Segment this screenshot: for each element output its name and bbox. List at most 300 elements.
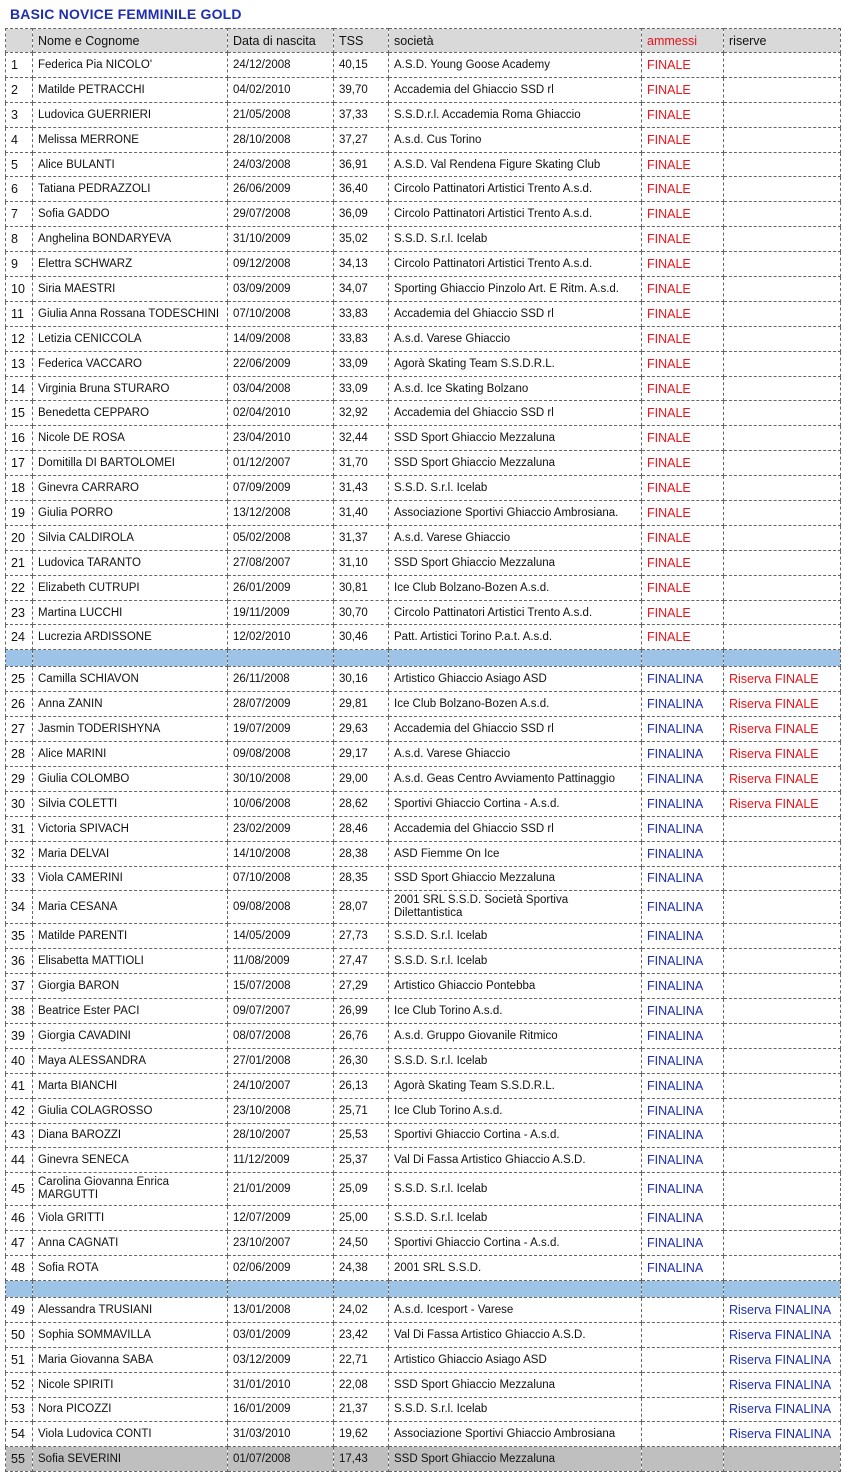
name-cell: Jasmin TODERISHYNA xyxy=(33,717,228,742)
birthdate-cell: 08/07/2008 xyxy=(228,1023,334,1048)
birthdate-cell: 19/07/2009 xyxy=(228,717,334,742)
tss-cell: 26,99 xyxy=(334,999,389,1024)
reserve-cell: Riserva FINALINA xyxy=(724,1347,841,1372)
admitted-cell: FINALE xyxy=(642,152,724,177)
club-cell: Sportivi Ghiaccio Cortina - A.s.d. xyxy=(389,1123,642,1148)
rank-cell: 6 xyxy=(6,177,33,202)
tss-cell: 24,38 xyxy=(334,1256,389,1281)
name-cell: Benedetta CEPPARO xyxy=(33,401,228,426)
tss-cell: 31,70 xyxy=(334,451,389,476)
admitted-cell: FINALINA xyxy=(642,1148,724,1173)
table-row xyxy=(6,717,841,742)
club-cell: Circolo Pattinatori Artistici Trento A.s.d. xyxy=(389,177,642,202)
admitted-cell: FINALE xyxy=(642,102,724,127)
reserve-cell: Riserva FINALINA xyxy=(724,1397,841,1422)
tss-cell: 34,13 xyxy=(334,252,389,277)
reserve-cell xyxy=(724,451,841,476)
birthdate-cell: 24/10/2007 xyxy=(228,1073,334,1098)
table-row xyxy=(6,949,841,974)
reserve-cell xyxy=(724,816,841,841)
rank-cell: 13 xyxy=(6,351,33,376)
rank-cell: 7 xyxy=(6,202,33,227)
birthdate-cell: 23/04/2010 xyxy=(228,426,334,451)
reserve-cell xyxy=(724,77,841,102)
table-row xyxy=(6,202,841,227)
admitted-cell: FINALE xyxy=(642,501,724,526)
club-cell: 2001 SRL S.S.D. xyxy=(389,1256,642,1281)
birthdate-cell: 07/09/2009 xyxy=(228,476,334,501)
tss-cell: 22,08 xyxy=(334,1372,389,1397)
table-row xyxy=(6,1098,841,1123)
birthdate-cell: 01/12/2007 xyxy=(228,451,334,476)
tss-cell: 25,00 xyxy=(334,1206,389,1231)
reserve-cell: Riserva FINALINA xyxy=(724,1372,841,1397)
tss-cell: 19,62 xyxy=(334,1422,389,1447)
tss-cell: 36,09 xyxy=(334,202,389,227)
rank-cell: 54 xyxy=(6,1422,33,1447)
reserve-cell xyxy=(724,1231,841,1256)
name-cell: Viola CAMERINI xyxy=(33,866,228,891)
name-cell: Giorgia CAVADINI xyxy=(33,1023,228,1048)
table-row xyxy=(6,277,841,302)
reserve-cell: Riserva FINALE xyxy=(724,742,841,767)
table-row xyxy=(6,326,841,351)
reserve-cell xyxy=(724,376,841,401)
name-cell: Lucrezia ARDISSONE xyxy=(33,625,228,650)
club-cell: S.S.D. S.r.l. Icelab xyxy=(389,1048,642,1073)
tss-cell: 29,00 xyxy=(334,766,389,791)
club-cell: A.s.d. Ice Skating Bolzano xyxy=(389,376,642,401)
table-row xyxy=(6,525,841,550)
reserve-cell xyxy=(724,301,841,326)
birthdate-cell: 14/09/2008 xyxy=(228,326,334,351)
club-cell: Circolo Pattinatori Artistici Trento A.s.d. xyxy=(389,600,642,625)
table-row xyxy=(6,1123,841,1148)
name-cell: Giulia Anna Rossana TODESCHINI xyxy=(33,301,228,326)
tss-cell: 29,63 xyxy=(334,717,389,742)
admitted-cell: FINALE xyxy=(642,525,724,550)
admitted-cell: FINALE xyxy=(642,277,724,302)
tss-cell: 29,81 xyxy=(334,692,389,717)
rank-cell: 9 xyxy=(6,252,33,277)
birthdate-cell: 16/01/2009 xyxy=(228,1397,334,1422)
birthdate-cell: 21/01/2009 xyxy=(228,1173,334,1206)
rank-cell: 3 xyxy=(6,102,33,127)
rank-cell: 14 xyxy=(6,376,33,401)
rank-cell: 43 xyxy=(6,1123,33,1148)
separator-cell xyxy=(334,650,389,667)
name-cell: Viola GRITTI xyxy=(33,1206,228,1231)
reserve-cell: Riserva FINALE xyxy=(724,692,841,717)
table-row xyxy=(6,1397,841,1422)
table-row xyxy=(6,227,841,252)
tss-cell: 40,15 xyxy=(334,53,389,78)
tss-cell: 31,43 xyxy=(334,476,389,501)
tss-cell: 33,83 xyxy=(334,301,389,326)
reserve-cell: Riserva FINALE xyxy=(724,791,841,816)
birthdate-cell: 07/10/2008 xyxy=(228,301,334,326)
birthdate-cell: 12/02/2010 xyxy=(228,625,334,650)
table-row xyxy=(6,600,841,625)
birthdate-cell: 09/08/2008 xyxy=(228,742,334,767)
club-cell: Ice Club Torino A.s.d. xyxy=(389,999,642,1024)
reserve-cell xyxy=(724,476,841,501)
birthdate-cell: 03/04/2008 xyxy=(228,376,334,401)
birthdate-cell: 26/01/2009 xyxy=(228,575,334,600)
name-cell: Tatiana PEDRAZZOLI xyxy=(33,177,228,202)
name-cell: Siria MAESTRI xyxy=(33,277,228,302)
admitted-cell: FINALE xyxy=(642,476,724,501)
club-cell: Associazione Sportivi Ghiaccio Ambrosiana xyxy=(389,1422,642,1447)
rank-cell: 45 xyxy=(6,1173,33,1206)
club-cell: SSD Sport Ghiaccio Mezzaluna xyxy=(389,1372,642,1397)
reserve-cell xyxy=(724,974,841,999)
name-cell: Elisabetta MATTIOLI xyxy=(33,949,228,974)
page-title: BASIC NOVICE FEMMINILE GOLD xyxy=(10,6,242,22)
rank-cell: 22 xyxy=(6,575,33,600)
tss-cell: 25,71 xyxy=(334,1098,389,1123)
name-cell: Domitilla DI BARTOLOMEI xyxy=(33,451,228,476)
admitted-cell xyxy=(642,1447,724,1472)
birthdate-cell: 28/10/2007 xyxy=(228,1123,334,1148)
reserve-cell xyxy=(724,1256,841,1281)
table-row xyxy=(6,1256,841,1281)
name-cell: Giorgia BARON xyxy=(33,974,228,999)
rank-cell: 18 xyxy=(6,476,33,501)
admitted-cell: FINALINA xyxy=(642,742,724,767)
admitted-cell: FINALINA xyxy=(642,866,724,891)
name-cell: Melissa MERRONE xyxy=(33,127,228,152)
name-cell: Viola Ludovica CONTI xyxy=(33,1422,228,1447)
rank-cell: 11 xyxy=(6,301,33,326)
birthdate-cell: 14/05/2009 xyxy=(228,924,334,949)
table-row xyxy=(6,924,841,949)
rank-cell: 27 xyxy=(6,717,33,742)
tss-cell: 29,17 xyxy=(334,742,389,767)
name-cell: Virginia Bruna STURARO xyxy=(33,376,228,401)
club-cell: S.S.D.r.l. Accademia Roma Ghiaccio xyxy=(389,102,642,127)
name-cell: Federica Pia NICOLO' xyxy=(33,53,228,78)
rank-cell: 50 xyxy=(6,1322,33,1347)
name-cell: Giulia COLAGROSSO xyxy=(33,1098,228,1123)
birthdate-cell: 21/05/2008 xyxy=(228,102,334,127)
birthdate-cell: 07/10/2008 xyxy=(228,866,334,891)
name-cell: Sofia GADDO xyxy=(33,202,228,227)
club-cell: Artistico Ghiaccio Asiago ASD xyxy=(389,1347,642,1372)
table-row xyxy=(6,351,841,376)
tss-cell: 21,37 xyxy=(334,1397,389,1422)
name-cell: Alessandra TRUSIANI xyxy=(33,1297,228,1322)
rank-cell: 49 xyxy=(6,1297,33,1322)
name-cell: Camilla SCHIAVON xyxy=(33,667,228,692)
club-cell: Val Di Fassa Artistico Ghiaccio A.S.D. xyxy=(389,1148,642,1173)
tss-cell: 27,47 xyxy=(334,949,389,974)
table-row xyxy=(6,426,841,451)
rank-cell: 42 xyxy=(6,1098,33,1123)
club-cell: S.S.D. S.r.l. Icelab xyxy=(389,949,642,974)
reserve-cell xyxy=(724,1023,841,1048)
rank-cell: 55 xyxy=(6,1447,33,1472)
table-row xyxy=(6,1231,841,1256)
club-cell: S.S.D. S.r.l. Icelab xyxy=(389,924,642,949)
birthdate-cell: 12/07/2009 xyxy=(228,1206,334,1231)
rank-cell: 21 xyxy=(6,550,33,575)
birthdate-cell: 23/10/2007 xyxy=(228,1231,334,1256)
birthdate-cell: 03/12/2009 xyxy=(228,1347,334,1372)
table-row xyxy=(6,177,841,202)
section-separator xyxy=(6,1280,841,1297)
reserve-cell xyxy=(724,550,841,575)
name-cell: Sofia ROTA xyxy=(33,1256,228,1281)
separator-cell xyxy=(724,650,841,667)
table-row xyxy=(6,1206,841,1231)
birthdate-cell: 15/07/2008 xyxy=(228,974,334,999)
rank-cell: 2 xyxy=(6,77,33,102)
name-cell: Federica VACCARO xyxy=(33,351,228,376)
admitted-cell: FINALE xyxy=(642,177,724,202)
rank-cell: 41 xyxy=(6,1073,33,1098)
admitted-cell: FINALINA xyxy=(642,891,724,924)
table-row xyxy=(6,501,841,526)
reserve-cell: Riserva FINALINA xyxy=(724,1297,841,1322)
reserve-cell: Riserva FINALE xyxy=(724,717,841,742)
reserve-cell xyxy=(724,949,841,974)
club-cell: A.s.d. Geas Centro Avviamento Pattinaggio xyxy=(389,766,642,791)
admitted-cell: FINALE xyxy=(642,127,724,152)
admitted-cell: FINALINA xyxy=(642,1206,724,1231)
separator-cell xyxy=(642,650,724,667)
admitted-cell: FINALE xyxy=(642,426,724,451)
table-row xyxy=(6,891,841,924)
club-cell: Associazione Sportivi Ghiaccio Ambrosiana. xyxy=(389,501,642,526)
reserve-cell xyxy=(724,1123,841,1148)
name-cell: Matilde PETRACCHI xyxy=(33,77,228,102)
birthdate-cell: 31/03/2010 xyxy=(228,1422,334,1447)
admitted-cell: FINALINA xyxy=(642,1048,724,1073)
tss-cell: 30,16 xyxy=(334,667,389,692)
admitted-cell: FINALE xyxy=(642,351,724,376)
table-row xyxy=(6,866,841,891)
name-cell: Sophia SOMMAVILLA xyxy=(33,1322,228,1347)
rank-cell: 35 xyxy=(6,924,33,949)
rank-cell: 28 xyxy=(6,742,33,767)
name-cell: Anghelina BONDARYEVA xyxy=(33,227,228,252)
rank-cell: 36 xyxy=(6,949,33,974)
name-cell: Maria DELVAI xyxy=(33,841,228,866)
club-cell: Accademia del Ghiaccio SSD rl xyxy=(389,717,642,742)
name-cell: Giulia COLOMBO xyxy=(33,766,228,791)
admitted-cell: FINALE xyxy=(642,550,724,575)
club-cell: A.s.d. Icesport - Varese xyxy=(389,1297,642,1322)
admitted-cell: FINALE xyxy=(642,451,724,476)
reserve-cell: Riserva FINALE xyxy=(724,667,841,692)
tss-cell: 37,27 xyxy=(334,127,389,152)
admitted-cell: FINALE xyxy=(642,301,724,326)
club-cell: Artistico Ghiaccio Asiago ASD xyxy=(389,667,642,692)
club-cell: S.S.D. S.r.l. Icelab xyxy=(389,1206,642,1231)
birthdate-cell: 04/02/2010 xyxy=(228,77,334,102)
table-row xyxy=(6,77,841,102)
tss-cell: 25,53 xyxy=(334,1123,389,1148)
name-cell: Maria CESANA xyxy=(33,891,228,924)
tss-cell: 30,46 xyxy=(334,625,389,650)
club-cell: S.S.D. S.r.l. Icelab xyxy=(389,476,642,501)
rank-cell: 20 xyxy=(6,525,33,550)
rank-cell: 1 xyxy=(6,53,33,78)
name-cell: Alice BULANTI xyxy=(33,152,228,177)
name-cell: Diana BAROZZI xyxy=(33,1123,228,1148)
reserve-cell xyxy=(724,1173,841,1206)
reserve-cell xyxy=(724,351,841,376)
table-row xyxy=(6,1322,841,1347)
reserve-cell xyxy=(724,252,841,277)
club-cell: SSD Sport Ghiaccio Mezzaluna xyxy=(389,451,642,476)
rank-cell: 33 xyxy=(6,866,33,891)
name-cell: Nicole SPIRITI xyxy=(33,1372,228,1397)
club-cell: Sporting Ghiaccio Pinzolo Art. E Ritm. A.s.d. xyxy=(389,277,642,302)
header-row xyxy=(6,29,841,53)
tss-cell: 31,37 xyxy=(334,525,389,550)
club-cell: Accademia del Ghiaccio SSD rl xyxy=(389,816,642,841)
club-cell: A.s.d. Varese Ghiaccio xyxy=(389,525,642,550)
admitted-cell: FINALINA xyxy=(642,791,724,816)
name-cell: Carolina Giovanna Enrica MARGUTTI xyxy=(33,1173,228,1206)
tss-cell: 33,09 xyxy=(334,351,389,376)
tss-cell: 28,35 xyxy=(334,866,389,891)
name-cell: Anna ZANIN xyxy=(33,692,228,717)
admitted-cell: FINALE xyxy=(642,401,724,426)
rank-cell: 5 xyxy=(6,152,33,177)
table-row xyxy=(6,53,841,78)
reserve-cell: Riserva FINALINA xyxy=(724,1422,841,1447)
birthdate-cell: 09/12/2008 xyxy=(228,252,334,277)
club-cell: Ice Club Torino A.s.d. xyxy=(389,1098,642,1123)
admitted-cell: FINALE xyxy=(642,227,724,252)
reserve-cell xyxy=(724,177,841,202)
reserve-cell xyxy=(724,1447,841,1472)
tss-cell: 34,07 xyxy=(334,277,389,302)
table-row xyxy=(6,974,841,999)
birthdate-cell: 10/06/2008 xyxy=(228,791,334,816)
reserve-cell xyxy=(724,1148,841,1173)
birthdate-cell: 23/02/2009 xyxy=(228,816,334,841)
name-cell: Maya ALESSANDRA xyxy=(33,1048,228,1073)
admitted-cell: FINALINA xyxy=(642,1023,724,1048)
table-row xyxy=(6,1372,841,1397)
birthdate-cell: 23/10/2008 xyxy=(228,1098,334,1123)
rank-cell: 29 xyxy=(6,766,33,791)
club-cell: Circolo Pattinatori Artistici Trento A.s.d. xyxy=(389,202,642,227)
name-cell: Ludovica GUERRIERI xyxy=(33,102,228,127)
rank-cell: 53 xyxy=(6,1397,33,1422)
name-cell: Nicole DE ROSA xyxy=(33,426,228,451)
table-row xyxy=(6,102,841,127)
tss-cell: 35,02 xyxy=(334,227,389,252)
admitted-cell: FINALE xyxy=(642,77,724,102)
club-cell: S.S.D. S.r.l. Icelab xyxy=(389,227,642,252)
table-row xyxy=(6,301,841,326)
admitted-cell: FINALINA xyxy=(642,816,724,841)
rank-cell: 17 xyxy=(6,451,33,476)
club-cell: Accademia del Ghiaccio SSD rl xyxy=(389,301,642,326)
table-row xyxy=(6,376,841,401)
separator-cell xyxy=(642,1280,724,1297)
club-cell: SSD Sport Ghiaccio Mezzaluna xyxy=(389,1447,642,1472)
header-admitted: ammessi xyxy=(642,29,724,53)
reserve-cell: Riserva FINALE xyxy=(724,766,841,791)
club-cell: Artistico Ghiaccio Pontebba xyxy=(389,974,642,999)
birthdate-cell: 09/08/2008 xyxy=(228,891,334,924)
rank-cell: 48 xyxy=(6,1256,33,1281)
club-cell: Agorà Skating Team S.S.D.R.L. xyxy=(389,1073,642,1098)
reserve-cell xyxy=(724,53,841,78)
tss-cell: 24,50 xyxy=(334,1231,389,1256)
name-cell: Ginevra SENECA xyxy=(33,1148,228,1173)
table-row xyxy=(6,1297,841,1322)
name-cell: Giulia PORRO xyxy=(33,501,228,526)
club-cell: Sportivi Ghiaccio Cortina - A.s.d. xyxy=(389,791,642,816)
birthdate-cell: 27/01/2008 xyxy=(228,1048,334,1073)
tss-cell: 26,30 xyxy=(334,1048,389,1073)
club-cell: ASD Fiemme On Ice xyxy=(389,841,642,866)
admitted-cell: FINALE xyxy=(642,326,724,351)
table-row xyxy=(6,692,841,717)
name-cell: Letizia CENICCOLA xyxy=(33,326,228,351)
rank-cell: 46 xyxy=(6,1206,33,1231)
birthdate-cell: 28/10/2008 xyxy=(228,127,334,152)
club-cell: Accademia del Ghiaccio SSD rl xyxy=(389,77,642,102)
admitted-cell: FINALINA xyxy=(642,1256,724,1281)
separator-cell xyxy=(33,1280,228,1297)
table-row xyxy=(6,1173,841,1206)
table-row xyxy=(6,401,841,426)
tss-cell: 39,70 xyxy=(334,77,389,102)
table-row xyxy=(6,1048,841,1073)
rank-cell: 15 xyxy=(6,401,33,426)
admitted-cell: FINALINA xyxy=(642,717,724,742)
admitted-cell xyxy=(642,1297,724,1322)
separator-cell xyxy=(228,650,334,667)
separator-cell xyxy=(33,650,228,667)
club-cell: SSD Sport Ghiaccio Mezzaluna xyxy=(389,426,642,451)
name-cell: Elettra SCHWARZ xyxy=(33,252,228,277)
header-club: società xyxy=(389,29,642,53)
rank-cell: 23 xyxy=(6,600,33,625)
name-cell: Ginevra CARRARO xyxy=(33,476,228,501)
rank-cell: 38 xyxy=(6,999,33,1024)
birthdate-cell: 26/06/2009 xyxy=(228,177,334,202)
rank-cell: 40 xyxy=(6,1048,33,1073)
tss-cell: 27,29 xyxy=(334,974,389,999)
name-cell: Maria Giovanna SABA xyxy=(33,1347,228,1372)
tss-cell: 25,37 xyxy=(334,1148,389,1173)
birthdate-cell: 19/11/2009 xyxy=(228,600,334,625)
club-cell: A.S.D. Val Rendena Figure Skating Club xyxy=(389,152,642,177)
table-row xyxy=(6,742,841,767)
admitted-cell: FINALE xyxy=(642,600,724,625)
section-separator xyxy=(6,650,841,667)
tss-cell: 32,44 xyxy=(334,426,389,451)
club-cell: Patt. Artistici Torino P.a.t. A.s.d. xyxy=(389,625,642,650)
birthdate-cell: 02/04/2010 xyxy=(228,401,334,426)
rank-cell: 52 xyxy=(6,1372,33,1397)
name-cell: Sofia SEVERINI xyxy=(33,1447,228,1472)
table-body xyxy=(6,53,841,1472)
tss-cell: 36,40 xyxy=(334,177,389,202)
tss-cell: 37,33 xyxy=(334,102,389,127)
admitted-cell: FINALINA xyxy=(642,667,724,692)
tss-cell: 24,02 xyxy=(334,1297,389,1322)
